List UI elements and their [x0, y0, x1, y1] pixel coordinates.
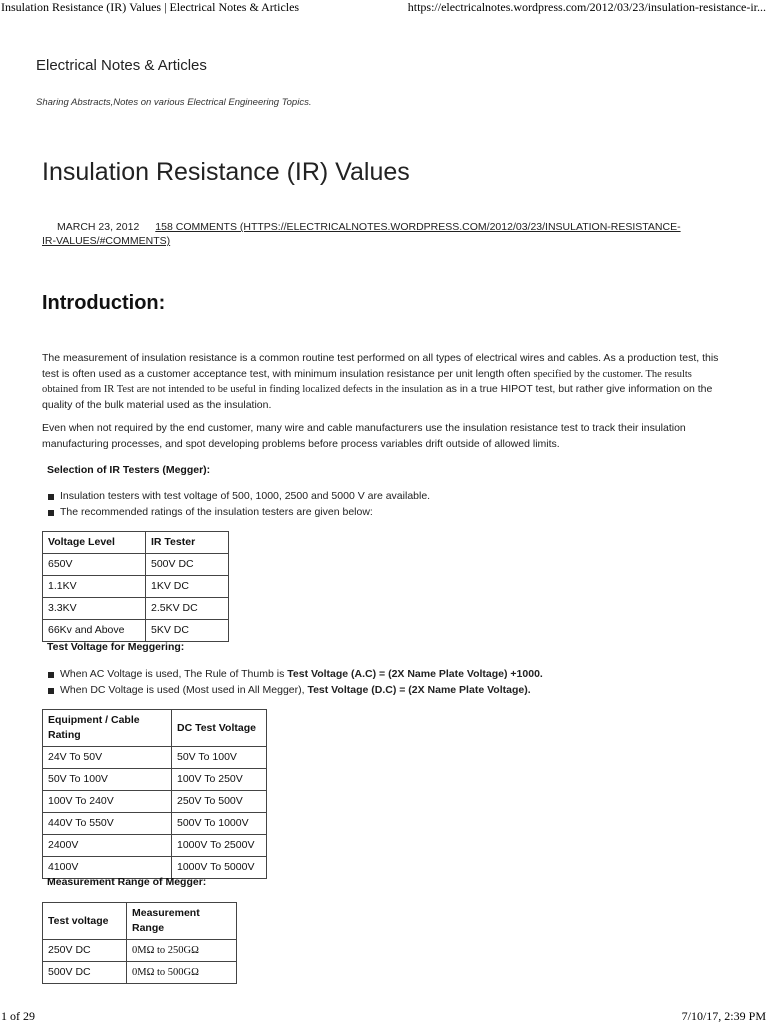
table-header-cell: Test voltage — [43, 903, 127, 940]
selection-bullets — [46, 489, 430, 520]
table-row — [43, 620, 229, 642]
table-cell: 500V To 1000V — [172, 813, 267, 835]
table-cell: 1.1KV — [43, 576, 146, 598]
list-item — [46, 683, 543, 699]
bullet-formula: Test Voltage (D.C) = (2X Name Plate Voltage). — [307, 683, 531, 696]
table-cell: 650V — [43, 554, 146, 576]
table-header-row — [43, 903, 237, 940]
table-cell: 4100V — [43, 857, 172, 879]
table-row — [43, 598, 229, 620]
table-cell: 500V DC — [43, 962, 127, 984]
table-header-cell: Equipment / Cable Rating — [43, 710, 172, 747]
ir-tester-table — [42, 531, 229, 642]
bullet-text: When AC Voltage is used, The Rule of Thumb is — [60, 668, 288, 680]
table-cell: 2.5KV DC — [146, 598, 229, 620]
table-row — [43, 576, 229, 598]
dc-test-voltage-table — [42, 709, 267, 879]
table-header-cell: Voltage Level — [43, 532, 146, 554]
table-cell: 2400V — [43, 835, 172, 857]
post-title: Insulation Resistance (IR) Values — [42, 158, 410, 186]
intro-paragraph-2: Even when not required by the end customer, many wire and cable manufacturers use the insulation resistance test to track their insulation manufacturing processes, and spot developing problems before process variables drift outside of allowed limits. — [42, 422, 686, 450]
table-cell: 0MΩ to 250GΩ — [127, 940, 237, 962]
bullet-formula: Test Voltage (A.C) = (2X Name Plate Voltage) +1000. — [287, 668, 543, 680]
measurement-range-table — [42, 902, 237, 984]
post-date: MARCH 23, 2012 — [57, 221, 140, 233]
print-header-url: https://electricalnotes.wordpress.com/2012/03/23/insulation-resistance-ir... — [407, 0, 766, 14]
print-footer — [0, 1009, 768, 1025]
site-tagline: Sharing Abstracts,Notes on various Electrical Engineering Topics. — [36, 97, 312, 108]
print-header — [0, 0, 768, 16]
table-cell: 500V DC — [146, 554, 229, 576]
table-row — [43, 835, 267, 857]
site-title[interactable]: Electrical Notes & Articles — [36, 57, 207, 74]
table-cell: 100V To 240V — [43, 791, 172, 813]
table-cell: 66Kv and Above — [43, 620, 146, 642]
table-header-cell: Measurement Range — [127, 903, 237, 940]
print-datetime: 7/10/17, 2:39 PM — [681, 1009, 766, 1023]
comments-link[interactable]: 158 COMMENTS (HTTPS://ELECTRICALNOTES.WORDPRESS.COM/2012/03/23/INSULATION-RESISTANCE-IR-VALUES/#COMMENTS) — [42, 221, 681, 247]
table-header-row — [43, 710, 267, 747]
table-cell: 1000V To 2500V — [172, 835, 267, 857]
table-cell: 3.3KV — [43, 598, 146, 620]
bullet-text: When DC Voltage is used (Most used in All Megger), — [60, 683, 308, 696]
table-row — [43, 940, 237, 962]
table-header-row — [43, 532, 229, 554]
selection-heading: Selection of IR Testers (Megger): — [47, 464, 211, 476]
table-cell: 250V DC — [43, 940, 127, 962]
table-cell: 250V To 500V — [172, 791, 267, 813]
table-cell: 5KV DC — [146, 620, 229, 642]
table-cell: 50V To 100V — [172, 747, 267, 769]
list-item — [46, 667, 543, 683]
intro-para1-part2: specified by the customer. The results obtained from IR Test are not intended to be useful in finding localized defects in the insulation — [42, 368, 692, 395]
intro-para1-part3: as in a true HIPOT test, but rather give information on the quality of the bulk material used as the insulation. — [42, 383, 713, 411]
table-cell: 50V To 100V — [43, 769, 172, 791]
meggering-bullets — [46, 667, 543, 698]
print-header-title: Insulation Resistance (IR) Values | Electrical Notes & Articles — [1, 0, 300, 14]
range-heading: Measurement Range of Megger: — [47, 876, 207, 888]
table-row — [43, 813, 267, 835]
table-header-cell: DC Test Voltage — [172, 710, 267, 747]
list-item: Insulation testers with test voltage of 500, 1000, 2500 and 5000 V are available. — [46, 489, 430, 505]
list-item: The recommended ratings of the insulation testers are given below: — [46, 505, 430, 521]
table-row — [43, 769, 267, 791]
table-row — [43, 962, 237, 984]
table-row — [43, 791, 267, 813]
table-cell: 0MΩ to 500GΩ — [127, 962, 237, 984]
table-cell: 1KV DC — [146, 576, 229, 598]
table-row — [43, 554, 229, 576]
table-cell: 1000V To 5000V — [172, 857, 267, 879]
intro-para1-part1: The measurement of insulation resistance is a common routine test performed on all types of electrical wires and cables. As a production test, this test is often used as a customer acceptance test, with minimum insulation resistance per unit length often — [42, 352, 719, 380]
intro-paragraph-1 — [42, 351, 722, 413]
meggering-heading: Test Voltage for Meggering: — [47, 641, 185, 653]
page-number: 1 of 29 — [1, 1009, 35, 1023]
intro-heading: Introduction: — [42, 292, 166, 314]
table-row — [43, 747, 267, 769]
table-cell: 440V To 550V — [43, 813, 172, 835]
table-header-cell: IR Tester — [146, 532, 229, 554]
post-meta — [42, 220, 682, 248]
table-cell: 100V To 250V — [172, 769, 267, 791]
table-cell: 24V To 50V — [43, 747, 172, 769]
